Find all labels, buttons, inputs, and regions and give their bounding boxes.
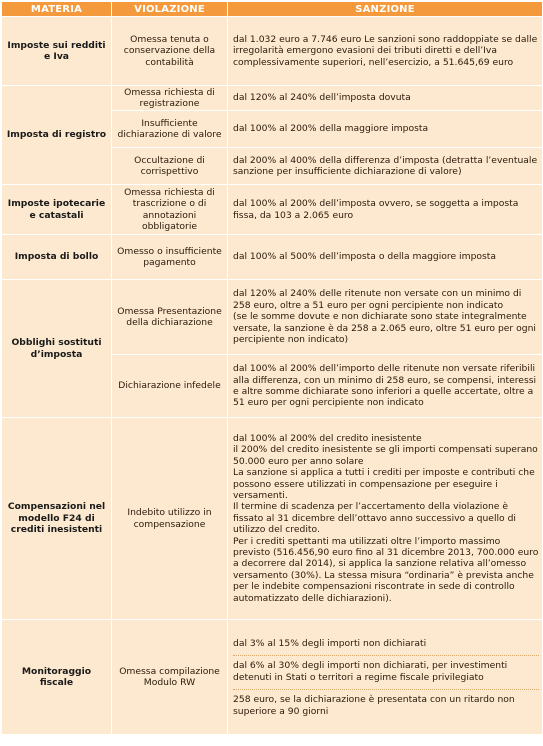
materia-cell: Obblighi sostituti d’imposta — [2, 280, 112, 418]
sanzione-cell: dal 100% al 500% dell’imposta o della maggiore imposta — [228, 235, 543, 280]
table-row — [2, 280, 543, 355]
materia-cell: Imposte ipotecarie e catastali — [2, 185, 112, 235]
table-row — [2, 418, 543, 620]
violazione-cell: Insufficiente dichiarazione di valore — [112, 111, 228, 148]
sanzione-cell: dal 100% al 200% dell’importo delle ritenute non versate riferibili alla differenza, con un minimo di 258 euro, se compensi, interessi e altre somme dichiarate sono inferiori a quelle accertate, oltre a 51 euro per ogni percipiente non indicato — [228, 355, 543, 418]
violazione-cell: Omesso o insufficiente pagamento — [112, 235, 228, 280]
materia-cell: Monitoraggio fiscale — [2, 620, 112, 735]
table-row — [2, 185, 543, 235]
sanzione-paragraph: dal 6% al 30% degli importi non dichiarati, per investimenti detenuti in Stati o territori a regime fiscale privilegiato — [233, 656, 539, 690]
violazione-cell: Indebito utilizzo in compensazione — [112, 418, 228, 620]
sanzione-cell — [228, 280, 543, 355]
violazione-cell: Omessa tenuta o conservazione della contabilità — [112, 17, 228, 86]
sanzione-cell: dal 200% al 400% della differenza d’imposta (detratta l’eventuale sanzione per insufficiente dichiarazione di valore) — [228, 148, 543, 185]
sanzione-cell — [228, 620, 543, 735]
sanzione-paragraph: Il termine di scadenza per l’accertamento della violazione è fissato al 31 dicembre dell’ottavo anno successivo a quello di utilizzo del credito. — [233, 501, 516, 536]
header-materia: MATERIA — [2, 2, 112, 17]
table-row — [2, 620, 543, 735]
sanctions-table — [1, 1, 543, 735]
sanzione-paragraph: dal 3% al 15% degli importi non dichiarati — [233, 635, 539, 656]
sanzione-cell — [228, 418, 543, 620]
sanzione-paragraph: dal 100% al 200% del credito inesistente — [233, 432, 422, 444]
header-violazione: VIOLAZIONE — [112, 2, 228, 17]
sanzione-cell: dal 100% al 200% della maggiore imposta — [228, 111, 543, 148]
violazione-cell: Omessa richiesta di registrazione — [112, 86, 228, 111]
table-row — [2, 86, 543, 111]
sanzione-cell: dal 120% al 240% dell’imposta dovuta — [228, 86, 543, 111]
sanzione-paragraph: Per i crediti spettanti ma utilizzati oltre l’importo massimo previsto (516.456,90 euro fino al 31 dicembre 2013, 700.000 euro a decorrere dal 2014), si applica la sanzione relativa all’omesso versamento (30%). La stessa misura “ordinaria” è prevista anche per le indebite compensazioni riscontrate in sede di controllo automatizzato delle dichiarazioni). — [233, 535, 539, 604]
violazione-cell: Omessa richiesta di trascrizione o di annotazioni obbligatorie — [112, 185, 228, 235]
violazione-cell: Omessa Presentazione della dichiarazione — [112, 280, 228, 355]
materia-cell: Compensazioni nel modello F24 di crediti inesistenti — [2, 418, 112, 620]
violazione-cell: Occultazione di corrispettivo — [112, 148, 228, 185]
sanzione-paragraph: La sanzione si applica a tutti i crediti per imposte e contributi che possono essere utilizzati in compensazione per eseguire i versamenti. — [233, 467, 535, 501]
table-header-row — [2, 2, 543, 17]
table-row — [2, 235, 543, 280]
header-sanzione: SANZIONE — [228, 2, 543, 17]
sanzione-paragraph: (se le somme dovute e non dichiarate sono state integralmente versate, la sanzione è da 258 a 2.065 euro, oltre 51 euro per ogni percipiente non indicato) — [233, 311, 536, 346]
violazione-cell: Dichiarazione infedele — [112, 355, 228, 418]
sanzione-cell: dal 100% al 200% dell’imposta ovvero, se soggetta a imposta fissa, da 103 a 2.065 euro — [228, 185, 543, 235]
materia-cell: Imposta di registro — [2, 86, 112, 185]
sanzione-cell: dal 1.032 euro a 7.746 euro Le sanzioni sono raddoppiate se dalle irregolarità emergono evasioni dei tributi diretti e dell’Iva complessivamente superiori, nell’esercizio, a 51.645,69 euro — [228, 17, 543, 86]
sanzione-paragraph: il 200% del credito inesistente se gli importi compensati superano 50.000 euro per anno solare — [233, 444, 538, 467]
sanzione-paragraph: 258 euro, se la dichiarazione è presentata con un ritardo non superiore a 90 giorni — [233, 694, 515, 717]
violazione-cell: Omessa compilazione Modulo RW — [112, 620, 228, 735]
materia-cell: Imposta di bollo — [2, 235, 112, 280]
table-row — [2, 17, 543, 86]
materia-cell: Imposte sui redditi e Iva — [2, 17, 112, 86]
sanzione-paragraph: dal 120% al 240% delle ritenute non versate con un minimo di 258 euro, oltre a 51 euro per ogni percipiente non indicato — [233, 288, 522, 311]
